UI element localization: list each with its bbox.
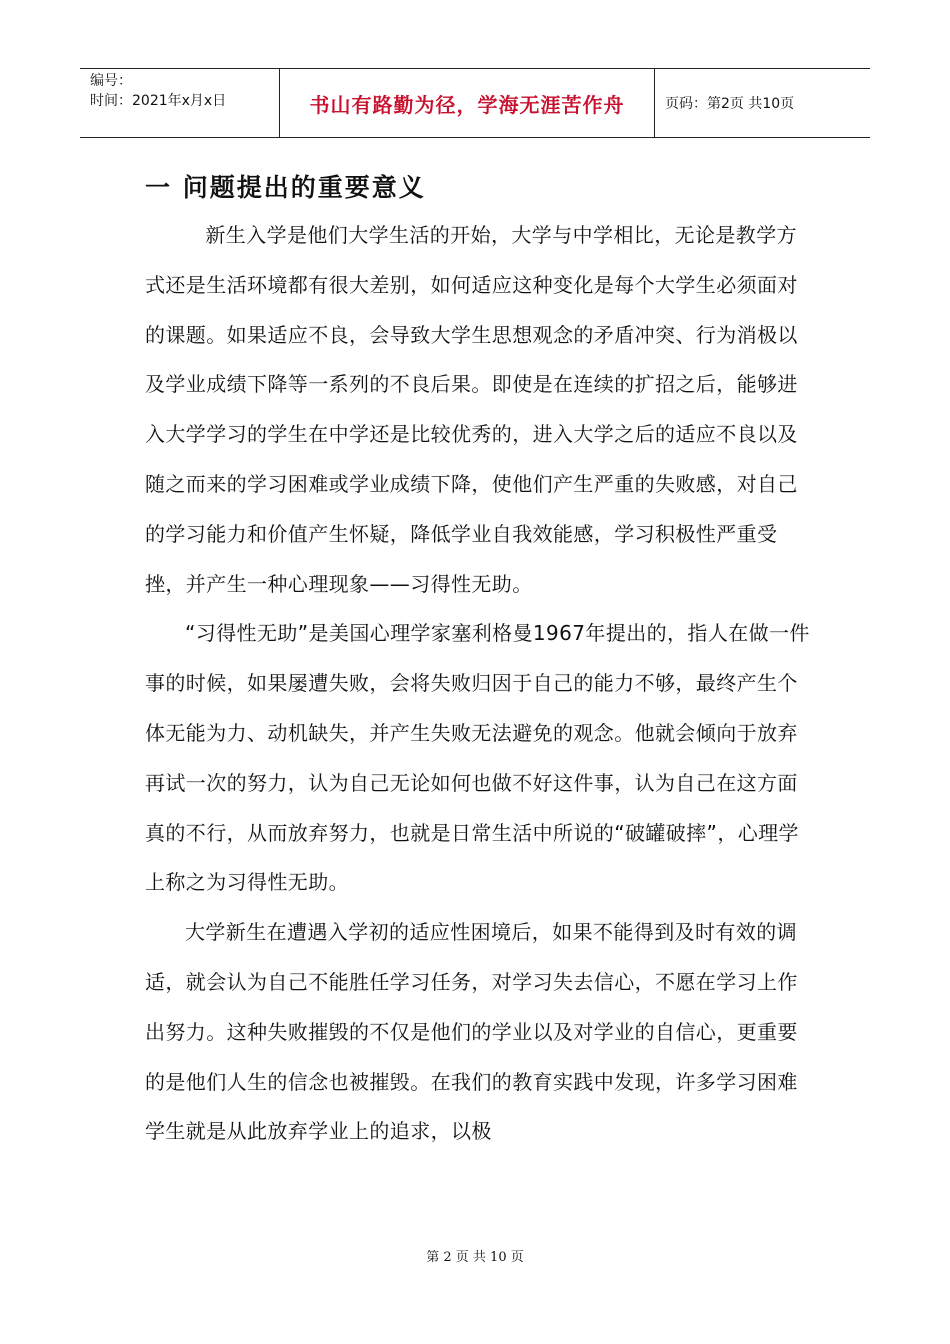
page-info: 页码：第2页 共10页	[665, 96, 795, 112]
number-label: 编号：	[90, 73, 132, 89]
paragraph-3: 大学新生在遭遇入学初的适应性困境后，如果不能得到及时有效的调适，就会认为自己不能胜任学习任务，对学习失去信心，不愿在学习上作出努力。这种失败摧毁的不仅是他们的学业以及对学业的自信心，更重要的是他们人生的信念也被摧毁。在我们的教育实践中发现，许多学习困难学生就是从此放弃学业上的追求，以极	[145, 920, 798, 1144]
header-motto-cell	[280, 69, 655, 137]
paragraph-2: “习得性无助”是美国心理学家塞利格曼1967年提出的，指人在做一件事的时候，如果屡遭失败，会将失败归因于自己的能力不够，最终产生个体无能为力、动机缺失，并产生失败无法避免的观念。他就会倾向于放弃再试一次的努力，认为自己无论如何也做不好这件事，认为自己在这方面真的不行，从而放弃努力，也就是日常生活中所说的“破罐破摔”，心理学上称之为习得性无助。	[145, 621, 810, 895]
section-heading: 一 问题提出的重要意义	[145, 173, 426, 202]
header-page-cell	[655, 69, 870, 137]
paragraph-1: 新生入学是他们大学生活的开始，大学与中学相比，无论是教学方式还是生活环境都有很大差别，如何适应这种变化是每个大学生必须面对的课题。如果适应不良，会导致大学生思想观念的矛盾冲突、行为消极以及学业成绩下降等一系列的不良后果。即使是在连续的扩招之后，能够进入大学学习的学生在中学还是比较优秀的，进入大学之后的适应不良以及随之而来的学习困难或学业成绩下降，使他们产生严重的失败感，对自己的学习能力和价值产生怀疑，降低学业自我效能感，学习积极性严重受挫，并产生一种心理现象——习得性无助。	[145, 223, 798, 596]
document-header	[80, 68, 870, 138]
header-meta-cell	[80, 69, 280, 137]
time-label: 时间：2021年x月x日	[90, 93, 227, 109]
page-footer: 第 2 页 共 10 页	[426, 1250, 524, 1265]
body-text	[145, 211, 810, 1157]
motto-text: 书山有路勤为径，学海无涯苦作舟	[309, 92, 625, 117]
